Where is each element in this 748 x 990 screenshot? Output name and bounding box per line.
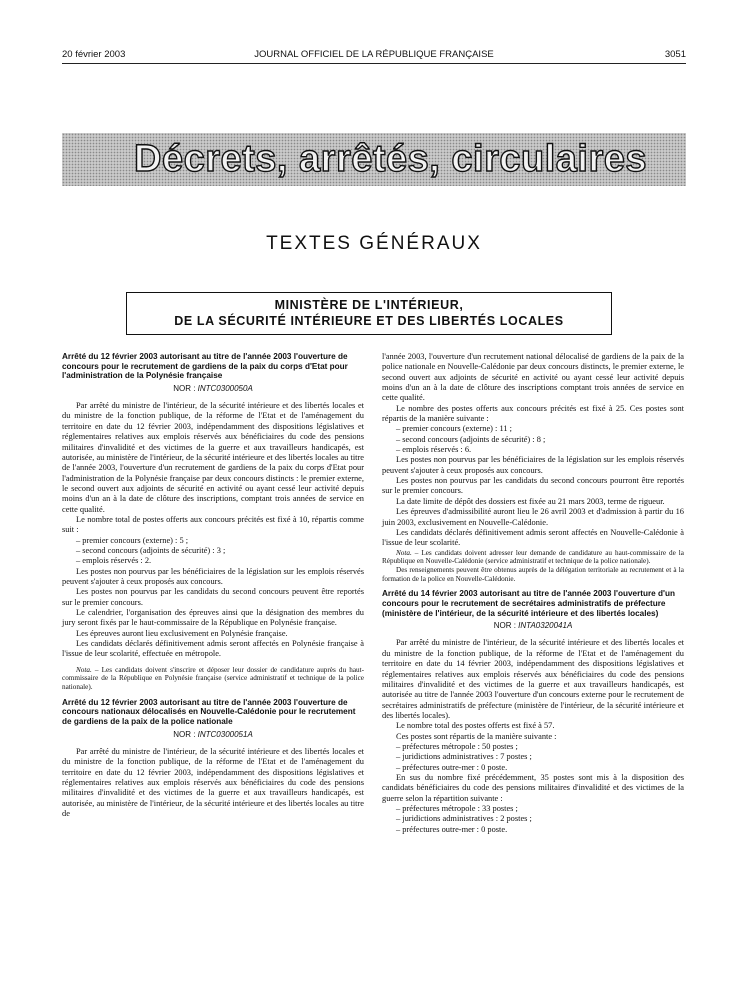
section-title: TEXTES GÉNÉRAUX <box>266 233 482 254</box>
article-1-title: Arrêté du 12 février 2003 autorisant au titre de l'année 2003 l'ouverture de concours pour le recrutement de gardiens de la paix du corps d'Etat pour l'administration de la Polynésie française <box>62 352 348 381</box>
right-column <box>382 352 684 835</box>
list-item: – juridictions administratives : 2 postes ; <box>396 814 532 824</box>
list-item: – juridictions administratives : 7 postes ; <box>396 752 532 762</box>
article-1-nor: NOR : INTC0300050A <box>173 383 253 393</box>
article-2-para: Les candidats déclarés définitivement admis seront affectés en Nouvelle-Calédonie à l'issue de leur scolarité. <box>382 527 684 548</box>
article-3-para: Ces postes sont répartis de la manière suivante : <box>396 731 557 741</box>
article-1-list <box>62 536 364 567</box>
article-1-nota: Nota. – Les candidats doivent s'inscrire et déposer leur dossier de candidature auprès du haut-commissaire de la République en Polynésie française (service administratif et technique de la police nationale). <box>62 665 364 692</box>
list-item: – emplois réservés : 6. <box>396 445 472 455</box>
ministry-line-1: MINISTÈRE DE L'INTÉRIEUR, <box>274 298 464 312</box>
article-2-para: l'année 2003, l'ouverture d'un recrutement national délocalisé de gardiens de la paix de la police nationale en Nouvelle-Calédonie par deux concours distincts, le premier externe, le second ouvert aux adjoints de sécurité en activité ou ayant cessé leur activité depuis moins d'un an à la date de clôture des inscriptions comptant trois années de service en cette qualité. <box>382 352 684 403</box>
header-rule <box>62 63 686 64</box>
section-banner <box>62 133 686 186</box>
article-3-para: Le nombre total des postes offerts est fixé à 57. <box>396 721 555 731</box>
article-3-nor: NOR : INTA0320041A <box>493 621 573 631</box>
article-1-para: Le calendrier, l'organisation des épreuves ainsi que la désignation des membres du jury seront fixés par le haut-commissaire de la République en Polynésie française. <box>62 608 364 628</box>
list-item: – second concours (adjoints de sécurité) : 3 ; <box>76 545 226 555</box>
header-journal-title: JOURNAL OFFICIEL DE LA RÉPUBLIQUE FRANÇAISE <box>254 49 494 60</box>
article-2-nota: Nota. – Les candidats doivent adresser leur demande de candidature au haut-commissaire de la République en Nouvelle-Calédonie (service administratif et technique de la police nationale). <box>382 548 684 566</box>
header-page-number: 3051 <box>664 49 686 60</box>
article-2-para: Les postes non pourvus par les candidats du second concours pourront être reportés sur le premier concours. <box>382 476 684 496</box>
article-1-para: Par arrêté du ministre de l'intérieur, de la sécurité intérieure et des libertés locales et du ministre de la fonction publique, de la réforme de l'Etat et de l'aménagement du territoire en date du 12 février 2003, indépendamment des dispositions législatives et réglementaires relatives aux emplois réservés aux bénéficiaires du code des pensions militaires d'invalidité et des victimes de la guerre et aux travailleurs handicapés, est autorisée, au ministère de l'intérieur, de la sécurité intérieure et des libertés locales au titre de l'année 2003, l'ouverture d'un recrutement de gardiens de la paix du corps d'Etat pour l'administration de la Polynésie française par deux concours distincts : le premier externe, le second ouvert aux adjoints de sécurité en activité ou ayant cessé leur activité depuis moins d'un an à la date de clôture des inscriptions, comptant trois années de service en cette qualité. <box>62 401 364 514</box>
article-2-nor: NOR : INTC0300051A <box>173 729 253 739</box>
list-item: – préfectures métropole : 50 postes ; <box>396 741 518 751</box>
list-item: – emplois réservés : 2. <box>76 556 152 566</box>
article-1-para: Les postes non pourvus par les candidats du second concours peuvent être reportés sur le premier concours. <box>62 587 364 607</box>
ministry-line-2: DE LA SÉCURITÉ INTÉRIEURE ET DES LIBERTÉS LOCALES <box>174 314 564 328</box>
list-item: – préfectures métropole : 33 postes ; <box>396 803 518 813</box>
list-item: – premier concours (externe) : 11 ; <box>396 424 512 434</box>
ministry-box <box>126 292 612 335</box>
list-item: – préfectures outre-mer : 0 poste. <box>396 762 508 772</box>
article-2-para: Les postes non pourvus par les bénéficiaires de la législation sur les emplois réservés peuvent s'ajouter à ceux proposés aux concours. <box>382 455 684 475</box>
header-date: 20 février 2003 <box>62 49 126 60</box>
article-3-list-2 <box>382 804 684 835</box>
article-3-para: En sus du nombre fixé précédemment, 35 postes sont mis à la disposition des candidats bénéficiaires du code des pensions militaires d'invalidité et des victimes de la guerre selon la répartition suivante : <box>382 772 684 803</box>
article-1-para: Le nombre total de postes offerts aux concours précités est fixé à 10, répartis comme suit : <box>62 514 364 535</box>
article-3-para: Par arrêté du ministre de l'intérieur, de la sécurité intérieure et des libertés locales et du ministre de la fonction publique, de la réforme de l'Etat et de l'aménagement du territoire en date du 14 février 2003, indépendamment des dispositions législatives et réglementaires relatives aux emplois réservés aux bénéficiaires du code des pensions militaires d'invalidité et des victimes de la guerre et aux travailleurs handicapés, est autorisée au titre de l'année 2003 l'ouverture d'un concours externe pour le recrutement de secrétaires administratifs de préfecture (ministère de l'intérieur, de la sécurité intérieure et des libertés locales). <box>382 638 684 720</box>
article-2-para: Par arrêté du ministre de l'intérieur, de la sécurité intérieure et des libertés locales et du ministre de la fonction publique, de la réforme de l'Etat et de l'aménagement du territoire en date du 12 février 2003, indépendamment des dispositions législatives et réglementaires relatives aux emplois réservés aux bénéficiaires du code des pensions militaires d'invalidité et des victimes de la guerre et aux travailleurs handicapés, est autorisée, au ministère de l'intérieur, de la sécurité intérieure et des libertés locales au titre de <box>62 746 364 819</box>
article-1-para: Les épreuves auront lieu exclusivement en Polynésie française. <box>76 628 288 638</box>
list-item: – préfectures outre-mer : 0 poste. <box>396 824 508 834</box>
article-2-note-info: Des renseignements peuvent être obtenus auprès de la délégation territoriale au recrutement et à la formation de la police en Nouvelle-Calédonie. <box>382 565 684 583</box>
left-column <box>62 352 364 819</box>
article-2-para: Le nombre des postes offerts aux concours précités est fixé à 25. Ces postes sont répartis de la manière suivante : <box>382 403 684 424</box>
article-2-title: Arrêté du 12 février 2003 autorisant au titre de l'année 2003 l'ouverture de concours nationaux délocalisés en Nouvelle-Calédonie pour le recrutement de gardiens de la paix de la police nationale <box>62 697 356 727</box>
article-3-list <box>382 742 684 773</box>
article-1-para: Les postes non pourvus par les bénéficiaires de la législation sur les emplois réservés peuvent s'ajouter à ceux proposés aux concours. <box>62 566 364 586</box>
list-item: – second concours (adjoints de sécurité) : 8 ; <box>396 434 546 444</box>
running-header <box>62 49 686 63</box>
article-2-para: La date limite de dépôt des dossiers est fixée au 21 mars 2003, terme de rigueur. <box>396 496 665 506</box>
banner-title: Décrets, arrêtés, circulaires <box>134 138 648 180</box>
article-2-list <box>382 424 684 455</box>
article-3-title: Arrêté du 14 février 2003 autorisant au titre de l'année 2003 l'ouverture d'un concours pour le recrutement de secrétaires administratifs de préfecture (ministère de l'intérieur, de la sécurité intérieure et des libertés locales) <box>382 589 675 618</box>
article-2-para: Les épreuves d'admissibilité auront lieu le 26 avril 2003 et d'admission à partir du 16 juin 2003, exclusivement en Nouvelle-Calédonie. <box>382 507 684 527</box>
list-item: – premier concours (externe) : 5 ; <box>76 535 189 545</box>
article-1-para: Les candidats déclarés définitivement admis seront affectés en Polynésie française à l'issue de leur scolarité, effectuée en métropole. <box>62 639 364 659</box>
